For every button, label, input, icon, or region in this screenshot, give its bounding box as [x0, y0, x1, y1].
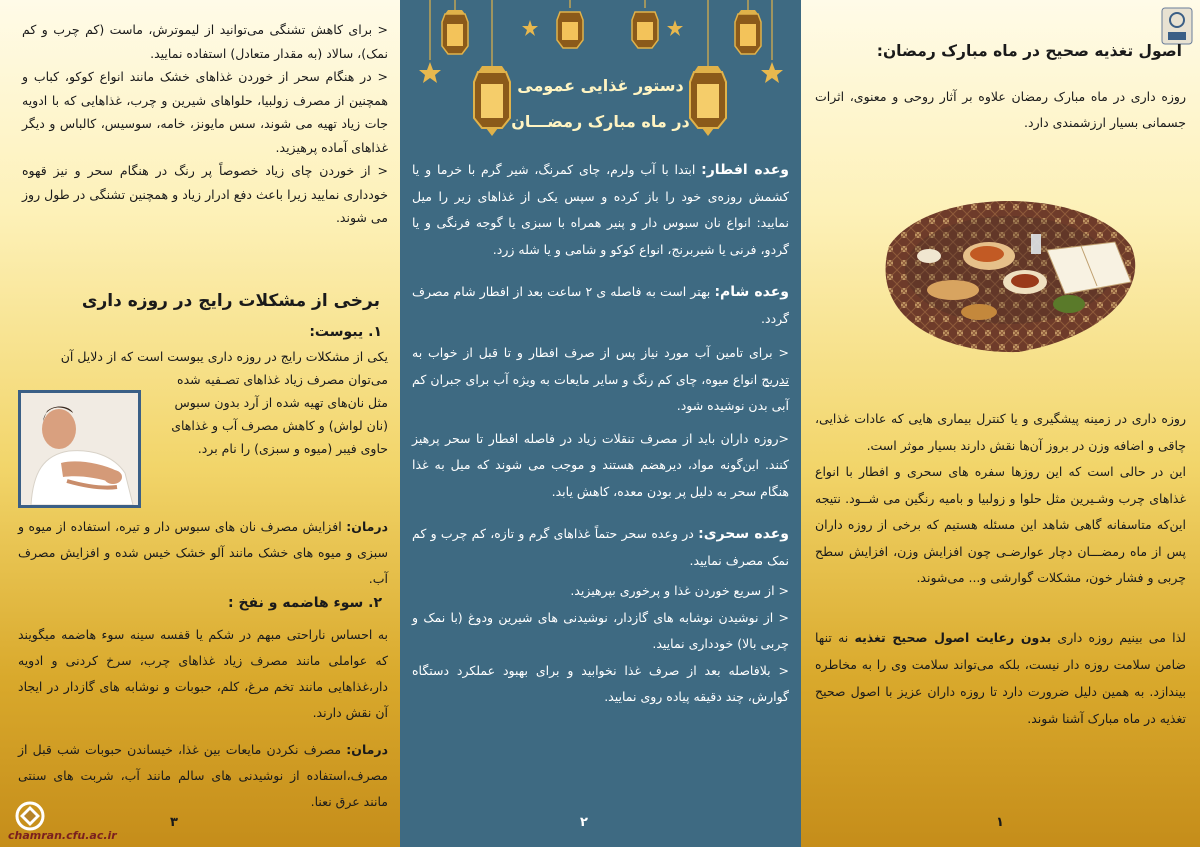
indigestion-paragraph: به احساس ناراحتی مبهم در شکم یا قفسه سینه سوء هاضمه میگویند که عواملی مانند مصرف زیاد غذاهای چرب، سرخ کردنی و ادویه دار،غذاهایی مانند تخم مرغ، کلم، حبوبات و نوشابه های گازدار در ایجاد آن نقش دارند. — [18, 627, 388, 720]
dinner-section — [412, 279, 789, 332]
constipation-line: می‌توان مصرف زیاد غذاهای تصـفیه شده — [177, 372, 388, 387]
intro-paragraph: روزه داری در ماه مبارک رمضان علاوه بر آثار روحی و معنوی، اثرات جسمانی بسیار ارزشمندی دارد. — [815, 89, 1186, 130]
treatment-label: درمان: — [346, 519, 388, 534]
thirst-tips — [22, 18, 388, 230]
diet-subtitle: در ماه مبارک رمضـــان — [511, 112, 690, 131]
constipation-line: (نان لواش) و کاهش مصرف آب و غذاهای — [171, 418, 388, 433]
lantern-icon — [735, 10, 761, 54]
iftar-label: وعده افطار: — [701, 162, 789, 178]
sahar-section — [412, 521, 789, 574]
tip-paragraph: < از خوردن چای زیاد خصوصاً پر رنگ در هنگام سحر و نیز قهوه خودداری نمایید زیرا باعث دفع ادرار زیاد و همچنین تشنگی در طول روز می شوند. — [22, 163, 388, 225]
dinner-bullet: < برای تامین آب مورد نیاز پس از صرف افطار و تا قبل از خواب به تدریج انواع میوه، چای کم رنگ و سایر مایعات به ویژه آب برای جبران کم آبی بدن نوشیده شود. — [412, 345, 789, 413]
lantern-icon — [557, 12, 583, 48]
sahar-label: وعده سحری: — [698, 526, 789, 542]
indigestion-title: ۲. سوء هاضمه و نفخ : — [227, 595, 382, 611]
stomach-pain-photo — [18, 390, 141, 508]
nutrition-principles-title: اصول تغذیه صحیح در ماه مبارک رمضان: — [876, 42, 1182, 60]
sahar-bullet: < بلافاصله بعد از صرف غذا نخوابید و برای بهبود عملکرد دستگاه گوارش، چند دقیقه پیاده روی نمایید. — [412, 662, 789, 704]
iftar-table-photo — [869, 186, 1149, 354]
page-number: ۲ — [580, 815, 588, 830]
university-logo-icon — [1160, 6, 1194, 46]
tip-paragraph: < در هنگام سحر از خوردن غذاهای خشک مانند انواع کوکو، کباب و همچنین از مصرف زولبیا، حلواهای شیرین و چرب، غذاهایی که با ادویه جات زیاد تهیه می شوند، سس مایونز، خامه، سوسیس، کالباس و دیگر غذاهای آماده پرهیزید. — [22, 69, 388, 155]
lantern-icon — [442, 10, 468, 54]
website-text: chamran.cfu.ac.ir — [8, 829, 117, 842]
page-one-panel — [801, 0, 1200, 847]
page-two-panel — [400, 0, 801, 847]
constipation-line: حاوی فیبر (میوه و سبزی) را نام برد. — [197, 441, 388, 456]
constipation-line: یکی از مشکلات رایج در روزه داری یبوست است که از دلایل آن — [60, 349, 388, 364]
page-number: ۱ — [996, 815, 1004, 830]
benefits-paragraph: این در حالی است که این روزها سفره های سحری و افطار با انواع غذاهای چرب وشـیرین مثل حلوا و زولبیا و بامیه رنگین می شــود. نتیجه این‌که متاسفانه گاهی شاهد این مسئله هستیم که برخی از روزه داران پس از ماه رمضـــان دچار عوارضـی چون افزایش وزن، افزایش سطح چربی و فشار خون، مشکلات گوارشی و... می‌شوند. — [815, 464, 1186, 585]
lantern-icon — [632, 12, 658, 48]
chamran-logo — [4, 798, 116, 846]
benefits-paragraph: روزه داری در زمینه پیشگیری و یا کنترل بیماری هایی که عادات غذایی، چاقی و اضافه وزن در بروز آن‌ها نقش دارند بسیار موثر است. — [815, 411, 1186, 453]
constipation-treatment — [18, 514, 388, 592]
common-problems-heading: برخی از مشکلات رایج در روزه داری — [81, 291, 380, 311]
page-number: ۳ — [170, 815, 178, 830]
iftar-text: ابتدا با آب ولرم، چای کمرنگ، شیر گرم با خرما و یا کشمش روزه‌ی خود را باز کرده و سپس یکی از غذاهای زیر را میل نمایید: انواع نان سبوس دار و پنیر همراه با سبزی یا گوجه فرنگی و یا گردو، فرنی یا شیربرنج، انواع کوکو و شامی و یا شله زرد. — [412, 162, 789, 257]
tip-paragraph: < برای کاهش تشنگی می‌توانید از لیموترش، ماست (کم چرب و کم نمک)، سالاد (به مقدار متعادل) استفاده نمایید. — [22, 22, 388, 61]
sahar-text: در وعده سحر حتماً غذاهای گرم و تازه، کم چرب و کم نمک مصرف نمایید. — [412, 526, 789, 568]
dinner-bullet: <روزه داران باید از مصرف تنقلات زیاد در فاصله افطار تا سحر پرهیز کنند. این‌گونه مواد، دیرهضم هستند و موجب می شوند که میل به غذا هنگام سحر به دلیل پر بودن معده، کاهش یابد. — [412, 430, 789, 499]
constipation-line: مثل نان‌های تهیه شده از آرد بدون سبوس — [174, 395, 388, 410]
page-three-panel — [0, 0, 400, 847]
treatment-text: افزایش مصرف نان های سبوس دار و تیره، استفاده از میوه و سبزی و میوه های خشک مانند آلو خشک خیس شده و افزایش مصرف آب. — [18, 519, 388, 586]
treatment-text: مصرف نکردن مایعات بین غذا، خیساندن حبوبات شب قبل از مصرف،استفاده از نوشیدنی های سالم مانند آب، شربت های سنتی مانند عرق نعنا. — [18, 742, 388, 809]
iftar-section — [412, 157, 789, 263]
chamran-logo-icon — [10, 798, 50, 832]
diet-title: دستور غذایی عمومی — [517, 76, 684, 95]
dinner-label: وعده شام: — [714, 284, 789, 300]
sahar-bullet: < از سریع خوردن غذا و پرخوری بپرهیزید. — [570, 583, 789, 598]
star-icon — [522, 20, 538, 36]
treatment-label: درمان: — [346, 742, 388, 757]
emphasis-text: بدون رعایت اصول صحیح تغذیه — [854, 630, 1052, 645]
constipation-title: ۱. یبوست: — [309, 324, 382, 340]
benefits-paragraphs — [815, 406, 1186, 592]
star-icon — [667, 20, 683, 36]
sahar-bullet: < از نوشیدن نوشابه های گازدار، نوشیدنی های شیرین ودوغ (با نمک و چربی بالا) خودداری نمایید. — [412, 609, 789, 651]
dinner-text: بهتر است به فاصله ی ۲ ساعت بعد از افطار شام مصرف گردد. — [412, 284, 789, 326]
conclusion-paragraph: لذا می بینیم روزه داری بدون رعایت اصول صحیح تغذیه نه تنها ضامن سلامت روزه دار نیست، بلکه می‌تواند سلامت وی را به مخاطره بیندازد. به همین دلیل ضرورت دارد تا روزه داران عزیز با اصول صحیح تغذیه در ماه مبارک آشنا شوند. — [815, 630, 1186, 726]
indigestion-text — [18, 622, 388, 726]
meal-guidelines — [412, 157, 789, 711]
